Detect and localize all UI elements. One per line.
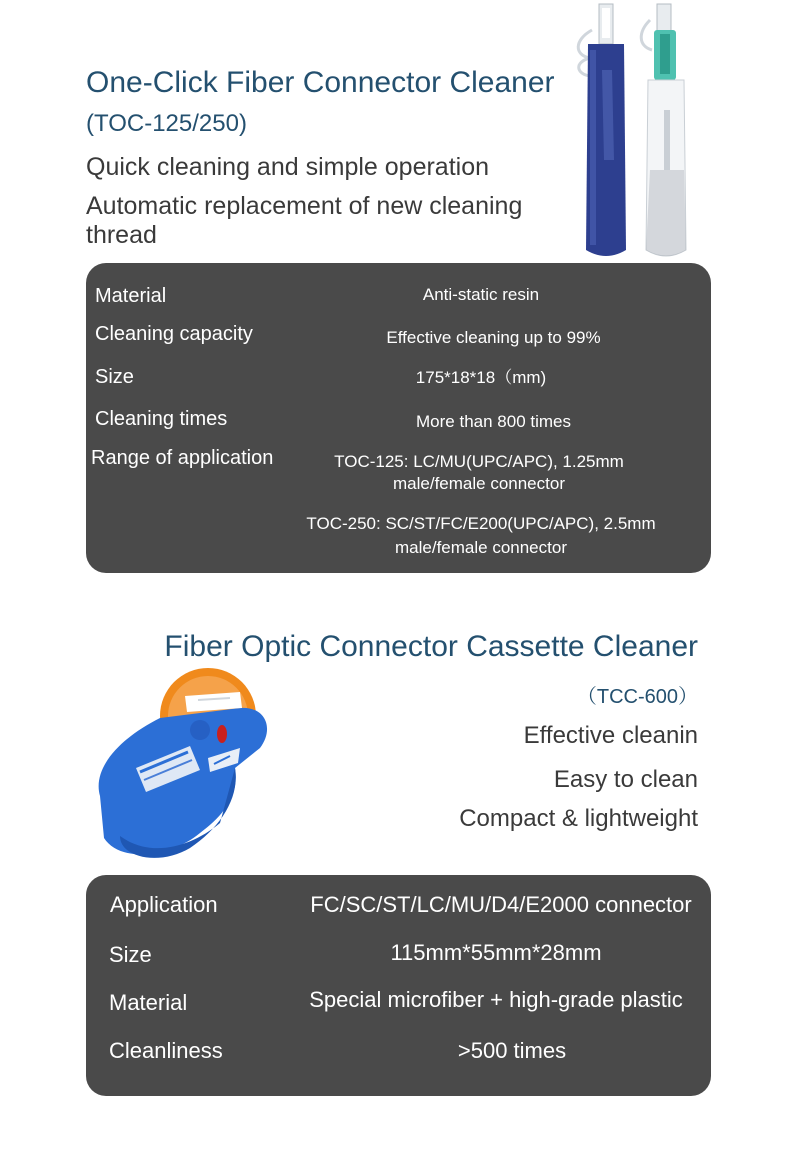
spec-value-range-1: TOC-125: LC/MU(UPC/APC), 1.25mm (334, 452, 624, 471)
spec2-label-material: Material (109, 990, 188, 1015)
section2-title: Fiber Optic Connector Cassette Cleaner (164, 630, 698, 663)
spec-label-cleaning-capacity: Cleaning capacity (95, 323, 253, 345)
section2-feature-3: Compact & lightweight (459, 805, 698, 832)
section2-feature-1: Effective cleanin (523, 722, 698, 749)
spec-value-cleaning-times: More than 800 times (416, 412, 571, 431)
spec-value-range-2: male/female connector (393, 474, 565, 493)
spec-label-material: Material (95, 285, 167, 307)
spec-label-range: Range of application (91, 447, 274, 469)
spec-value-toc250-2: male/female connector (395, 538, 567, 557)
spec2-label-cleanliness: Cleanliness (109, 1038, 223, 1063)
spec2-label-size: Size (109, 942, 152, 967)
spec-value-material: Anti-static resin (422, 285, 540, 304)
spec-label-cleaning-times: Cleaning times (95, 408, 228, 430)
section2-model: （TCC-600） (576, 686, 698, 708)
section2-spec-panel (86, 875, 711, 1096)
spec-value-toc250-1: TOC-250: SC/ST/FC/E200(UPC/APC), 2.5mm (306, 514, 656, 533)
spec2-label-application: Application (110, 892, 218, 917)
cassette-cleaner-icon (90, 668, 290, 868)
spec2-value-size: 115mm*55mm*28mm (390, 940, 602, 965)
section1-feature-2: Automatic replacement of new cleaning thread (86, 192, 523, 249)
pen-cleaner-icon (568, 0, 728, 262)
spec2-value-cleanliness: >500 times (457, 1038, 567, 1063)
spec-value-size: 175*18*18（mm) (415, 368, 547, 387)
section1-model: (TOC-125/250) (86, 110, 247, 137)
spec-value-cleaning-capacity: Effective cleaning up to 99% (386, 328, 601, 347)
section1-feature-1: Quick cleaning and simple operation (86, 153, 490, 181)
spec2-value-material: Special microfiber + high-grade plastic (309, 987, 683, 1012)
spec-label-size: Size (95, 366, 134, 388)
spec2-value-application: FC/SC/ST/LC/MU/D4/E2000 connector (310, 892, 692, 917)
section1-title: One-Click Fiber Connector Cleaner (86, 66, 555, 99)
section1-spec-panel (86, 263, 711, 573)
section2-feature-2: Easy to clean (553, 766, 698, 793)
